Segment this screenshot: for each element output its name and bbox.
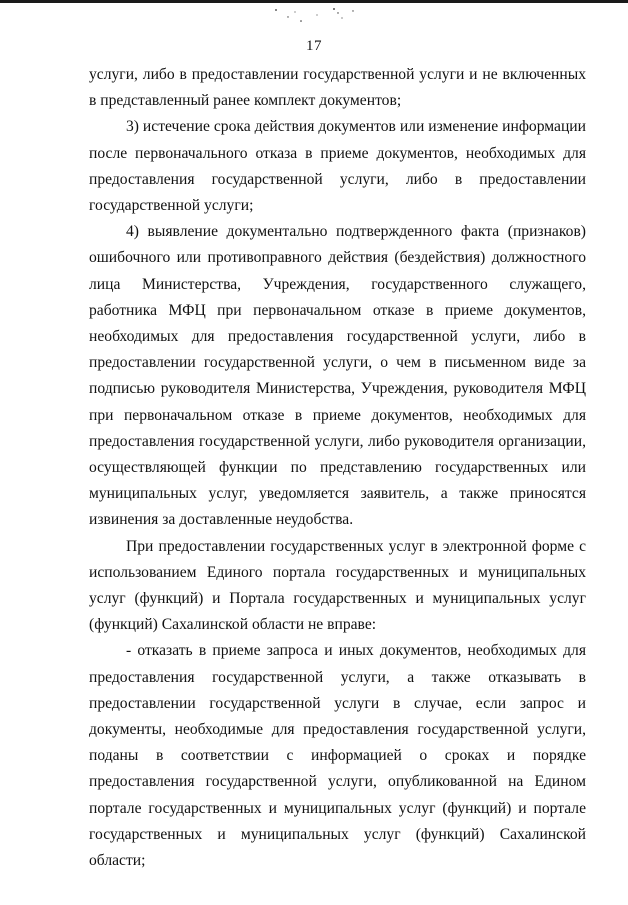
page-number: 17 (306, 38, 322, 54)
document-body (89, 62, 586, 874)
scan-noise (270, 6, 390, 26)
paragraph-item-4: 4) выявление документально подтвержденного факта (признаков) ошибочного или противоправного действия (бездействия) должностного лица Министерства, Учреждения, государственного служащего, работника МФЦ при первоначальном отказе в приеме документов, необходимых для предоставления государственной услуги, либо в предоставлении государственной услуги, о чем в письменном виде за подписью руководителя Министерства, Учреждения, руководителя МФЦ при первоначальном отказе в приеме документов, необходимых для предоставления государственной услуги, либо руководителя организации, осуществляющей функции по представлению государственных или муниципальных услуг, уведомляется заявитель, а также приносятся извинения за доставленные неудобства. (89, 223, 586, 529)
paragraph-item-3: 3) истечение срока действия документов или изменение информации после первоначального отказа в приеме документов, необходимых для предоставления государственной услуги, либо в предоставлении государственной услуги; (89, 118, 586, 215)
scan-border-top (0, 0, 628, 3)
paragraph-dash-item: - отказать в приеме запроса и иных документов, необходимых для предоставления государственной услуги, а также отказывать в предоставлении государственной услуги в случае, если запрос и документы, необходимые для предоставления государственной услуги, поданы в соответствии с информацией о сроках и порядке предоставления государственной услуги, опубликованной на Едином портале государственных и муниципальных услуг (функций) и портале государственных и муниципальных услуг (функций) Сахалинской области; (89, 642, 586, 870)
paragraph-electronic-form: При предоставлении государственных услуг в электронной форме с использованием Единого портала государственных и муниципальных услуг (функций) и Портала государственных и муниципальных услуг (функций) Сахалинской области не вправе: (89, 537, 586, 634)
paragraph-continuation: услуги, либо в предоставлении государственной услуги и не включенных в представленный ранее комплект документов; (89, 66, 586, 110)
